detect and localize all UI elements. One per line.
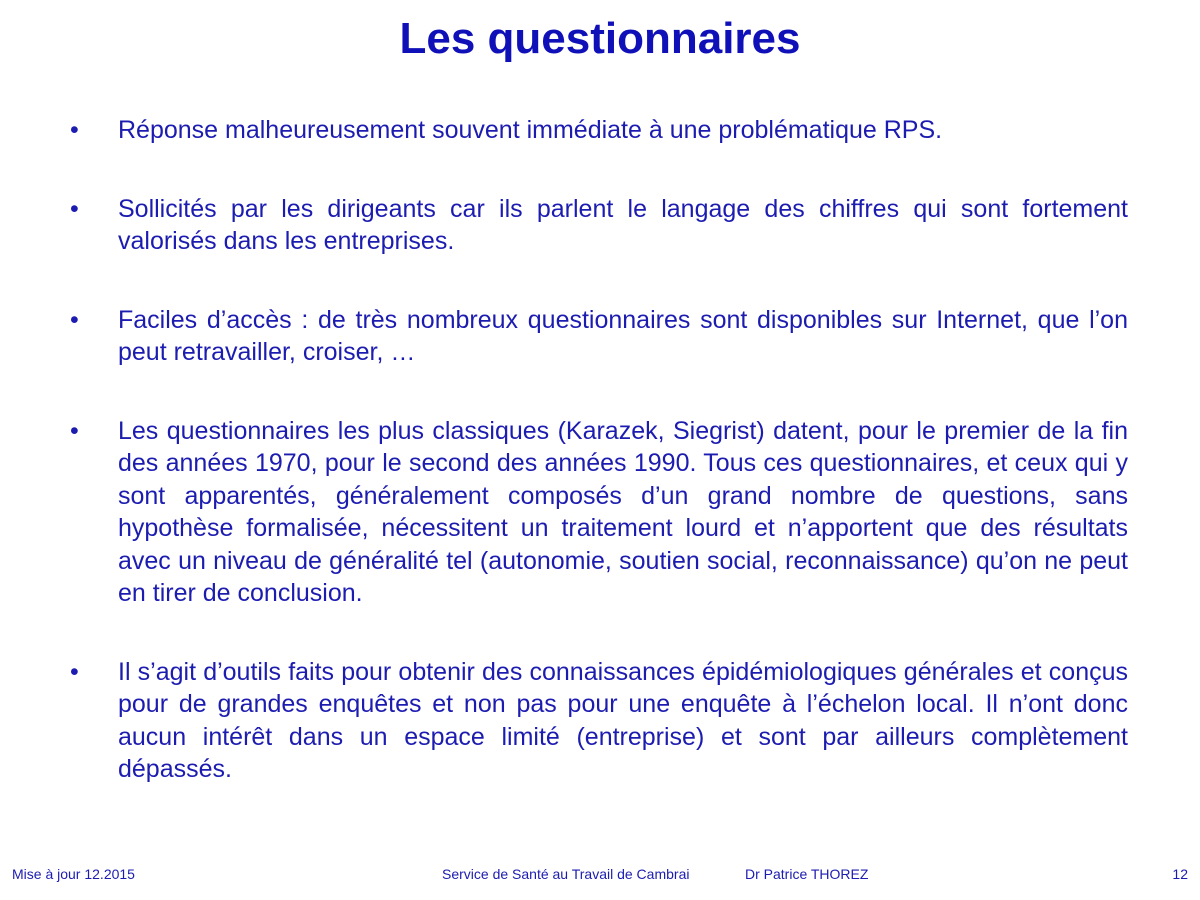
bullet-text: Il s’agit d’outils faits pour obtenir des connaissances épidémiologiques générales et conçus pour de grandes enquêtes et non pas pour une enquête à l’échelon local. Il n’ont donc aucun intérêt dans un espace limité (entreprise) et sont par ailleurs complètement dépassés. <box>118 657 1128 783</box>
slide-title: Les questionnaires <box>399 14 801 63</box>
bullet-text: Faciles d’accès : de très nombreux questionnaires sont disponibles sur Internet, que l’on peut retravailler, croiser, … <box>118 305 1128 366</box>
bullet-marker: • <box>70 194 79 223</box>
bullet-marker: • <box>70 116 79 144</box>
footer-organization: Service de Santé au Travail de Cambrai <box>442 866 690 882</box>
bullet-text: Sollicités par les dirigeants car ils parlent le langage des chiffres qui sont fortement valorisés dans les entreprises. <box>118 194 1128 255</box>
bullet-item <box>70 114 1128 147</box>
bullet-list <box>70 114 1128 832</box>
footer-page-number: 12 <box>1172 866 1188 882</box>
bullet-text: Réponse malheureusement souvent immédiate à une problématique RPS. <box>118 116 943 144</box>
footer-author: Dr Patrice THOREZ <box>745 866 869 882</box>
bullet-item <box>70 415 1128 610</box>
bullet-marker: • <box>70 416 79 445</box>
bullet-text: Les questionnaires les plus classiques (Karazek, Siegrist) datent, pour le premier de la fin des années 1970, pour le second des années 1990. Tous ces questionnaires, et ceux qui y sont apparentés, généralement composés d’un grand nombre de questions, sans hypothèse formalisée, nécessitent un traitement lourd et n’apportent que des résultats avec un niveau de généralité tel (autonomie, soutien social, reconnaissance) qu’on ne peut en tirer de conclusion. <box>118 416 1128 607</box>
bullet-item <box>70 193 1128 258</box>
bullet-item <box>70 304 1128 369</box>
bullet-item <box>70 656 1128 786</box>
bullet-marker: • <box>70 657 79 686</box>
footer-date: Mise à jour 12.2015 <box>12 866 135 882</box>
bullet-marker: • <box>70 305 79 334</box>
